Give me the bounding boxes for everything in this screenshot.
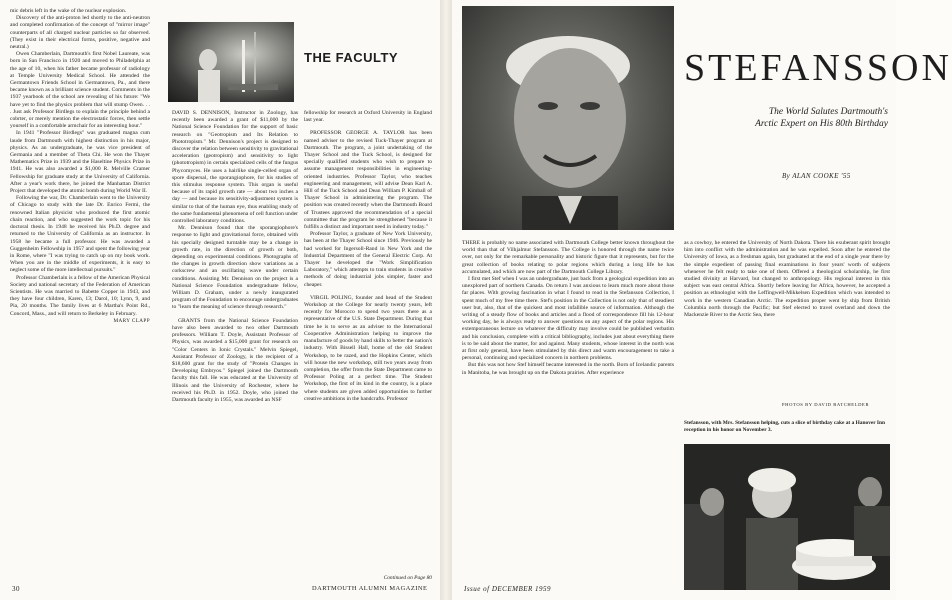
left-column-2	[172, 110, 298, 590]
left-column-1	[10, 8, 150, 573]
paragraph: fellowship for research at Oxford University in England last year.	[304, 110, 432, 124]
portrait-image	[462, 6, 674, 230]
right-column-1	[462, 240, 674, 582]
left-page	[0, 0, 441, 600]
paragraph: Owen Chamberlain, Dartmouth's first Nobel Laureate, was born in San Francisco in 1920 and moved to Philadelphia at the age of 10, when his father became professor of radiology at Temple University Medical School. He attended the Germantown Friends School in Germantown, Pa., and there became known as a brilliant science student. Comments in the 1937 yearbook of the school are revealing of his future: "We have yet to find the physics problem that will stump Owen. . . . Just ask Professor Birdlegs to explain the principle behind a cobrter, or merely mention the electrostatic forces, then settle yourself in a comfortable armchair for an interesting hour."	[10, 51, 150, 130]
issue-date: Issue of DECEMBER 1959	[464, 585, 552, 593]
birthday-cake-image	[684, 444, 890, 590]
paragraph: as a cowboy, he entered the University of North Dakota. There his exuberant spirit brought him into conflict with the administration and he was expelled. Soon after he entered the University of Iowa, as a freshman again, but graduated at the end of a single year there by the simple expedient of passing final examinations in four years' worth of subjects whenever he felt ready to take one of them. Offered a theological scholarship, he first studied divinity at Harvard, but changed to anthropology. His regional interest in this subject was east central Africa. Shortly before leaving for Africa, however, he accepted a position as ethnologist with the Leffingwell-Mikkelsen Expedition which was intended to work in the western Canadian Arctic. The expedition proper went by ship from British Columbia north through the Pacific; but Stef elected to travel overland and down the Mackenzie River to the Arctic Sea, there	[684, 240, 890, 319]
right-column-2	[684, 240, 890, 390]
paragraph: VIRGIL POLING, founder and head of the Student Workshop at the College for nearly twenty years, left recently for Morocco to spend two years there as a representative of the U.S. State Department. During that time he is to serve as an adviser to the International Cooperative Administration helping to improve the manufacture of goods by hand skills to better the nation's industry. With Bissell Hall, home of the old Student Workshop, to be razed, and the Hopkins Center, which will house the new workshop, still two years away from completion, the offer from the State Department came to Professor Poling at a perfect time. The Student Workshop, the first of its kind in the country, is a place where students are given added opportunities to further creative ambitions in the handcrafts. Professor	[304, 294, 432, 402]
paragraph: Mr. Dennison found that the sporangiophore's response to light and gravitational force, obtained with his specially designed turntable may be a change in growth rate, in the direction of growth or both, depending on experimental conditions. Photographs of the changes in growth direction show variations as a corkscrew and an oscillating wave under certain conditions. Assisting Mr. Dennison on the project is a National Science Foundation undergraduate fellow, William D. Graham, under a newly inaugurated program of the Foundation to encourage undergraduates to "learn the meaning of science through research."	[172, 225, 298, 311]
paragraph: Professor Taylor, a graduate of New York University, has been at the Thayer School since 1946. Previously he had worked for Ingersoll-Rand in New York and the Industrial Department of the General Electric Corp. At Thayer he developed the "Work Simplification Laboratory," which attempts to train students in creative methods of doing industrial jobs simpler, faster and cheaper.	[304, 231, 432, 288]
paragraph: Following the war, Dr. Chamberlain went to the University of Chicago to study with the late Dr. Enrico Fermi, the renowned Italian physicist who produced the first atomic chain reaction, and who suggested the work topic for his doctoral thesis. In 1948 he received his Ph.D. degree and returned to the University of California as an instructor. In 1958 he became a full professor. He was awarded a Guggenheim Fellowship in 1957 and spent the following year in Rome, where "I was trying to catch up on my book work. When you are in the middle of experiments, it is easy to neglect some of the more intellectual pursuits."	[10, 195, 150, 274]
left-column-3	[304, 110, 432, 580]
paragraph: In 1941 "Professor Birdlegs" was graduated magna cum laude from Dartmouth with highest distinction in his major, physics. As an undergraduate, he was vice president of Germania and a member of Theta Chi. He won the Thayer Mathematics Prize in 1939 and the Haseltine Physics Prize in 1941. He was also awarded a $1,000 R. Melville Cramer Fellowship for graduate study at the University of California. After a year's work there, he joined the Manhattan District Project that developed the atomic bomb during World War II.	[10, 130, 150, 195]
continued-note: Continued on Page 80	[383, 575, 432, 581]
faculty-photo	[168, 22, 294, 102]
birthday-photo	[684, 444, 890, 590]
subtitle-line-2: Arctic Expert on His 80th Birthday	[755, 119, 888, 129]
paragraph: I first met Stef when I was an undergraduate, just back from a geological expedition into an unexplored part of northern Canada. On return I was anxious to learn much more about those far places. With growing fascination in what I found to read in the Stefansson Collection, I spent much of my free time there. Stef's position in the Collection is not only that of steadiest user but, also, that of the quickest and most infallible source of information. Although the writing of a steady flow of books and articles and a flood of correspondence fill his 12-hour working day, he is always ready to answer questions on any aspect of the polar regions. His extemporaneous lecture on whatever the difficulty may involve could be published verbatim and his conclusion, complete with a critical bibliography, includes just about everything there is to be said about the matter, for and against. Many students, whose interest in the north was at first only general, have been stimulated by this direct and warm encouragement to take a personal, continuing and specialized concern in northern problems.	[462, 276, 674, 362]
signature: MARY CLAPP	[113, 317, 150, 324]
photo-caption: Stefansson, with Mrs. Stefansson helping, cuts a slice of birthday cake at a Hanover Inn reception in his honor on November 3.	[684, 420, 886, 433]
paragraph: DAVID S. DENNISON, Instructor in Zoology, has recently been awarded a grant of $11,000 by the National Science Foundation for the support of basic research on "Geotropism and Its Relation to Phototropism." Mr. Dennison's project is designed to discover the relation between sensitivity to gravitational acceleration (geotropism) and sensitivity to light (phototropism) in certain specialized cells of the fungus Phycomyces. He uses a hairlike single-celled organ of spore dispersal, the sporangiophore, for his studies of this stimulus response system. This organ is useful because of its rapid growth rate — about two inches a day — and because its sensitivity-adjustment system is similar to that of the human eye, thus enabling study of the same fundamental phenomena of cell function under controlled laboratory conditions.	[172, 110, 298, 225]
paragraph: Professor Chamberlain is a fellow of the American Physical Society and national secretary of the Federation of American Scientists. He was married to Babette Copper in 1943, and they have four children, Karen, 13; Darol, 10; Lynn, 9, and Pia, 20 months. The family lives at 6 Martha's Point Rd., Concord, Mass., and will return to Berkeley in February.	[10, 274, 150, 317]
gutter	[440, 0, 452, 600]
paragraph: Discovery of the anti-proton led shortly to the anti-neutron and completed confirmation of the concept of "mirror image" counterparts of all charged nuclear particles so far observed. (They exist in their electrical forms, positive, negative and neutral.)	[10, 15, 150, 51]
subtitle-line-1: The World Salutes Dartmouth's	[768, 107, 888, 117]
paragraph: PROFESSOR GEORGE A. TAYLOR has been named adviser to the revised Tuck-Thayer program at Dartmouth. The program, a joint undertaking of the Thayer School and the Tuck School, is designed for specially qualified students who wish to prepare to assume management responsibilities in engineering-oriented industries. Professor Taylor, who teaches engineering and management, will advise Dean Karl A. Hill of the Tuck School and Dean William P. Kimball of Thayer School in administering the program. The position was created recently when the Dartmouth Board of Trustees approved the recommendation of a special committee that the program be strengthened "because it fulfills a distinct and important need in industry today."	[304, 130, 432, 231]
paragraph: GRANTS from the National Science Foundation have also been awarded to two other Dartmouth professors. William T. Doyle, Assistant Professor of Physics, was awarded a $15,000 grant for research on "Color Centers in Ionic Crystals." Melvin Spiegel, Assistant Professor of Zoology, is the recipient of a $18,600 grant for the study of "Protein Changes in Developing Embryos." Spiegel joined the Dartmouth faculty this fall. He was educated at the University of Illinois and the University of Rochester, where he received his Ph.D. in 1952. Doyle, who joined the Dartmouth faculty in 1955, was awarded an NSF	[172, 317, 298, 403]
magazine-name-footer: DARTMOUTH ALUMNI MAGAZINE	[312, 585, 428, 592]
paragraph: But this was not how Stef himself became interested in the north. Born of Icelandic parents in Manitoba, he was brought up on the Dakota prairies. After experience	[462, 362, 674, 376]
paragraph: mic debris left in the wake of the nuclear explosion.	[10, 8, 127, 14]
stefansson-portrait	[462, 6, 674, 230]
byline: By ALAN COOKE '55	[782, 172, 851, 180]
section-heading: THE FACULTY	[304, 50, 399, 65]
right-page	[452, 0, 952, 600]
lab-scene-image	[168, 22, 294, 102]
article-subtitle	[684, 106, 888, 130]
article-title: STEFANSSON	[684, 47, 952, 89]
paragraph: THERE is probably no name associated with Dartmouth College better known throughout the world than that of Vilhjalmur Stefansson. The College is honored through the name twice over, not only for the remarkable personality and historic figure that it represents, but for the great collection of books relating to polar regions which during a long life he has accumulated, and which are now part of the Dartmouth College Library.	[462, 240, 674, 275]
photo-credit: PHOTOS BY DAVID BATCHELDER	[782, 402, 870, 407]
page-number: 30	[12, 585, 20, 593]
